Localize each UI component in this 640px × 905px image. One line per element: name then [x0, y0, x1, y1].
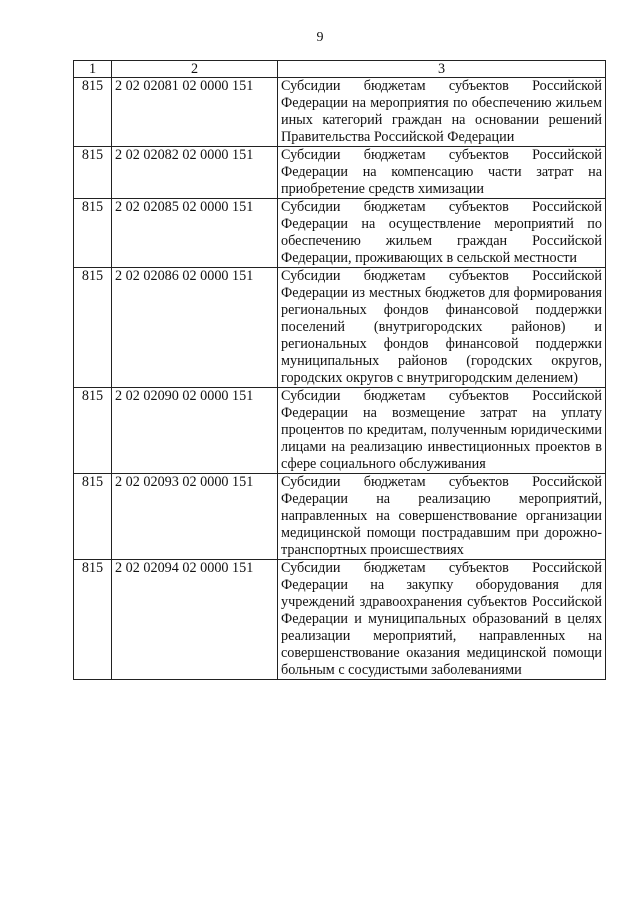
admin-code-cell: 815 — [74, 388, 112, 474]
revenue-code-cell: 2 02 02081 02 0000 151 — [112, 78, 278, 147]
description-cell: Субсидии бюджетам субъектов Российской Федерации на компенсацию части затрат на приобретение средств химизации — [278, 147, 606, 199]
revenue-code-cell: 2 02 02093 02 0000 151 — [112, 474, 278, 560]
description-cell: Субсидии бюджетам субъектов Российской Федерации из местных бюджетов для формирования региональных фондов финансовой поддержки поселений (внутригородских районов) и региональных фондов финансовой поддержки муниципальных районов (городских округов, городских округов с внутригородским делением) — [278, 268, 606, 388]
revenue-code-cell: 2 02 02085 02 0000 151 — [112, 199, 278, 268]
page-number: 9 — [316, 30, 324, 45]
admin-code-cell: 815 — [74, 78, 112, 147]
description-cell: Субсидии бюджетам субъектов Российской Федерации на закупку оборудования для учреждений здравоохранения субъектов Российской Федерации и муниципальных образований в целях реализации мероприятий, направленных на совершенствование оказания медицинской помощи больным с сосудистыми заболеваниями — [278, 560, 606, 680]
header-col-1: 1 — [74, 61, 112, 78]
description-cell: Субсидии бюджетам субъектов Российской Федерации на возмещение затрат на уплату процентов по кредитам, полученным юридическими лицами на реализацию инвестиционных проектов в сфере социального обслуживания — [278, 388, 606, 474]
header-col-3: 3 — [278, 61, 606, 78]
table-header-row — [74, 61, 606, 78]
revenue-code-cell: 2 02 02094 02 0000 151 — [112, 560, 278, 680]
revenue-code-cell: 2 02 02086 02 0000 151 — [112, 268, 278, 388]
table-row — [74, 268, 606, 388]
budget-codes-table — [73, 60, 606, 680]
admin-code-cell: 815 — [74, 474, 112, 560]
table-row — [74, 147, 606, 199]
table-row — [74, 388, 606, 474]
admin-code-cell: 815 — [74, 199, 112, 268]
table-row — [74, 560, 606, 680]
description-cell: Субсидии бюджетам субъектов Российской Федерации на мероприятия по обеспечению жильем иных категорий граждан на основании решений Правительства Российской Федерации — [278, 78, 606, 147]
table-row — [74, 78, 606, 147]
description-cell: Субсидии бюджетам субъектов Российской Федерации на реализацию мероприятий, направленных на совершенствование организации медицинской помощи пострадавшим при дорожно-транспортных происшествиях — [278, 474, 606, 560]
table-row — [74, 474, 606, 560]
admin-code-cell: 815 — [74, 268, 112, 388]
admin-code-cell: 815 — [74, 560, 112, 680]
revenue-code-cell: 2 02 02090 02 0000 151 — [112, 388, 278, 474]
description-cell: Субсидии бюджетам субъектов Российской Федерации на осуществление мероприятий по обеспечению жильем граждан Российской Федерации, проживающих в сельской местности — [278, 199, 606, 268]
admin-code-cell: 815 — [74, 147, 112, 199]
header-col-2: 2 — [112, 61, 278, 78]
table-row — [74, 199, 606, 268]
revenue-code-cell: 2 02 02082 02 0000 151 — [112, 147, 278, 199]
